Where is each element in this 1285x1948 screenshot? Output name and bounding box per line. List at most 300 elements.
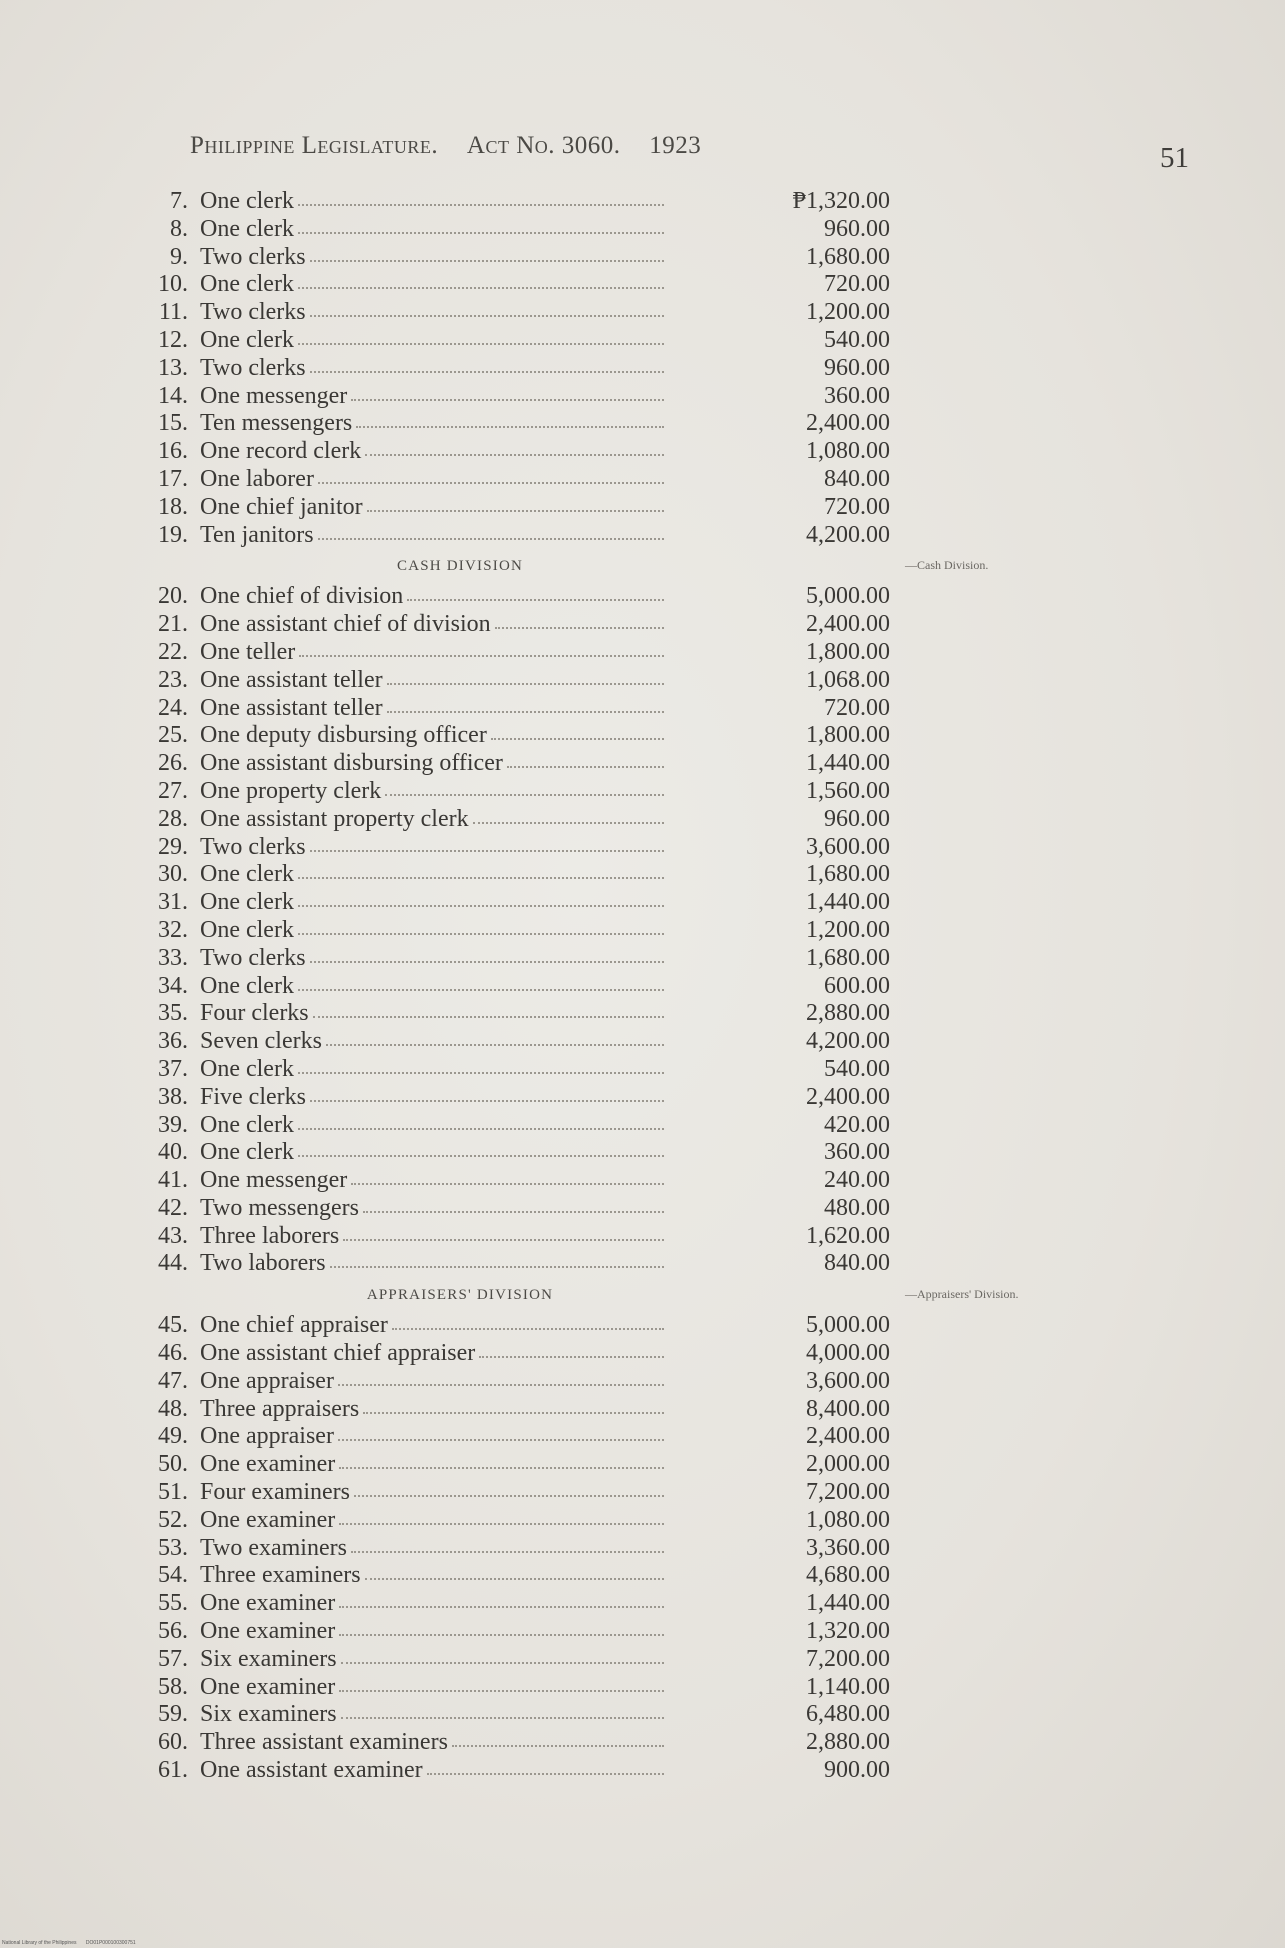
- item-description-line: [200, 611, 670, 639]
- dot-leader: [473, 804, 664, 824]
- item-amount: 420.00: [824, 1111, 890, 1138]
- dot-leader: [339, 1449, 664, 1469]
- item-number: 50.: [158, 1451, 188, 1478]
- item-description: Two clerks: [200, 944, 306, 971]
- item-description: One laborer: [200, 465, 314, 492]
- item-amount: 4,680.00: [806, 1562, 890, 1589]
- item-number: 34.: [158, 972, 188, 999]
- dot-leader: [298, 971, 664, 991]
- dot-leader: [339, 1505, 664, 1525]
- item-description: One messenger: [200, 1167, 348, 1194]
- list-item: [140, 1507, 900, 1535]
- item-description: One clerk: [200, 1055, 294, 1082]
- item-amount: 7,200.00: [806, 1479, 890, 1506]
- item-description: One assistant examiner: [200, 1757, 423, 1784]
- list-item: [140, 1139, 900, 1167]
- item-amount: 3,600.00: [806, 833, 890, 860]
- list-item: [140, 327, 900, 355]
- item-description: One assistant chief appraiser: [200, 1340, 476, 1367]
- footer-code: DO01P000100300751: [85, 1940, 136, 1946]
- item-description-line: [200, 271, 670, 299]
- dot-leader: [354, 1477, 664, 1497]
- dot-leader: [343, 1221, 664, 1241]
- list-item: [140, 889, 900, 917]
- item-description-line: [200, 695, 670, 723]
- item-number: 42.: [158, 1194, 188, 1221]
- item-description: One assistant disbursing officer: [200, 750, 503, 777]
- item-amount: 1,620.00: [806, 1222, 890, 1249]
- item-description: One examiner: [200, 1618, 336, 1645]
- item-description: One messenger: [200, 382, 348, 409]
- item-description-line: [200, 1451, 670, 1479]
- item-amount: 4,000.00: [806, 1340, 890, 1367]
- list-item: [140, 1368, 900, 1396]
- dot-leader: [310, 832, 664, 852]
- dot-leader: [338, 1421, 664, 1441]
- item-description-line: [200, 1590, 670, 1618]
- item-amount: 360.00: [824, 1139, 890, 1166]
- item-amount: 1,140.00: [806, 1673, 890, 1700]
- item-description-line: [200, 750, 670, 778]
- list-item: [140, 583, 900, 611]
- dot-leader: [491, 720, 664, 740]
- item-description-line: [200, 1195, 670, 1223]
- item-number: 49.: [158, 1423, 188, 1450]
- item-description-line: [200, 834, 670, 862]
- page-number: 51: [1160, 142, 1189, 174]
- item-description-line: [200, 1056, 670, 1084]
- item-amount: 1,440.00: [806, 889, 890, 916]
- dot-leader: [387, 665, 664, 685]
- item-amount: 2,400.00: [806, 611, 890, 638]
- item-amount: 540.00: [824, 1055, 890, 1082]
- item-number: 60.: [158, 1729, 188, 1756]
- item-description-line: [200, 1674, 670, 1702]
- item-number: 52.: [158, 1506, 188, 1533]
- item-description: One appraiser: [200, 1367, 334, 1394]
- dot-leader: [298, 214, 664, 234]
- item-number: 61.: [158, 1757, 188, 1784]
- item-number: 19.: [158, 521, 188, 548]
- list-item: [140, 861, 900, 889]
- item-description: One clerk: [200, 271, 294, 298]
- item-description: Two laborers: [200, 1250, 326, 1277]
- item-description: One clerk: [200, 861, 294, 888]
- item-number: 20.: [158, 583, 188, 610]
- item-description: Two examiners: [200, 1534, 347, 1561]
- item-description-line: [200, 1729, 670, 1757]
- item-description-line: [200, 383, 670, 411]
- item-description-line: [200, 188, 670, 216]
- item-number: 58.: [158, 1673, 188, 1700]
- item-amount: 5,000.00: [806, 1312, 890, 1339]
- item-amount: 1,680.00: [806, 861, 890, 888]
- item-number: 24.: [158, 694, 188, 721]
- item-description-line: [200, 1028, 670, 1056]
- item-number: 36.: [158, 1028, 188, 1055]
- item-amount: 600.00: [824, 972, 890, 999]
- item-description: Two clerks: [200, 833, 306, 860]
- dot-leader: [338, 1366, 664, 1386]
- item-description: Two clerks: [200, 299, 306, 326]
- dot-leader: [298, 1110, 664, 1130]
- item-description-line: [200, 410, 670, 438]
- dot-leader: [452, 1727, 664, 1747]
- item-amount: 2,400.00: [806, 1083, 890, 1110]
- item-amount: 840.00: [824, 1250, 890, 1277]
- item-description-line: [200, 583, 670, 611]
- list-item: [140, 438, 900, 466]
- item-description: One examiner: [200, 1506, 336, 1533]
- item-description: Ten janitors: [200, 521, 314, 548]
- dot-leader: [385, 776, 664, 796]
- list-item: [140, 1701, 900, 1729]
- item-description-line: [200, 216, 670, 244]
- item-description-line: [200, 1646, 670, 1674]
- item-description: One property clerk: [200, 777, 382, 804]
- item-description-line: [200, 522, 670, 550]
- dot-leader: [310, 1082, 664, 1102]
- dot-leader: [318, 464, 664, 484]
- item-number: 25.: [158, 722, 188, 749]
- item-description-line: [200, 1000, 670, 1028]
- item-number: 37.: [158, 1055, 188, 1082]
- dot-leader: [351, 1165, 664, 1185]
- item-number: 15.: [158, 410, 188, 437]
- item-description: One assistant property clerk: [200, 805, 469, 832]
- item-number: 31.: [158, 889, 188, 916]
- item-number: 29.: [158, 833, 188, 860]
- list-item: [140, 750, 900, 778]
- list-item: [140, 1618, 900, 1646]
- item-description: Two clerks: [200, 354, 306, 381]
- running-head: [190, 132, 701, 160]
- item-number: 32.: [158, 916, 188, 943]
- list-item: [140, 1757, 900, 1785]
- item-description-line: [200, 1479, 670, 1507]
- item-description-line: [200, 722, 670, 750]
- item-description-line: [200, 1368, 670, 1396]
- item-description: Three assistant examiners: [200, 1729, 448, 1756]
- item-amount: 1,080.00: [806, 1506, 890, 1533]
- item-description: Three laborers: [200, 1222, 340, 1249]
- item-description: Six examiners: [200, 1701, 337, 1728]
- item-amount: 960.00: [824, 805, 890, 832]
- item-number: 53.: [158, 1534, 188, 1561]
- dot-leader: [363, 1193, 664, 1213]
- item-description-line: [200, 494, 670, 522]
- item-description-line: [200, 667, 670, 695]
- dot-leader: [299, 637, 664, 657]
- item-number: 55.: [158, 1590, 188, 1617]
- dot-leader: [298, 1137, 664, 1157]
- item-description-line: [200, 1562, 670, 1590]
- item-number: 18.: [158, 493, 188, 520]
- dot-leader: [339, 1672, 664, 1692]
- dot-leader: [298, 915, 664, 935]
- item-number: 16.: [158, 438, 188, 465]
- dot-leader: [310, 943, 664, 963]
- dot-leader: [330, 1248, 664, 1268]
- item-number: 38.: [158, 1083, 188, 1110]
- margin-note: —Appraisers' Division.: [905, 1287, 1019, 1301]
- item-amount: 1,080.00: [806, 438, 890, 465]
- item-amount: 5,000.00: [806, 583, 890, 610]
- item-number: 27.: [158, 777, 188, 804]
- list-item: [140, 1674, 900, 1702]
- item-description: Four examiners: [200, 1479, 350, 1506]
- item-number: 33.: [158, 944, 188, 971]
- dot-leader: [507, 748, 664, 768]
- item-description-line: [200, 1701, 670, 1729]
- item-number: 9.: [170, 243, 188, 270]
- item-description-line: [200, 1618, 670, 1646]
- item-number: 43.: [158, 1222, 188, 1249]
- list-item: [140, 244, 900, 272]
- appropriations-list: [140, 188, 900, 1785]
- item-description-line: [200, 889, 670, 917]
- list-item: [140, 1167, 900, 1195]
- item-amount: 2,400.00: [806, 410, 890, 437]
- dot-leader: [351, 1533, 664, 1553]
- item-number: 39.: [158, 1111, 188, 1138]
- item-description: Three examiners: [200, 1562, 361, 1589]
- dot-leader: [479, 1338, 664, 1358]
- list-item: [140, 834, 900, 862]
- item-amount: 3,360.00: [806, 1534, 890, 1561]
- dot-leader: [298, 859, 664, 879]
- item-number: 23.: [158, 666, 188, 693]
- dot-leader: [298, 1054, 664, 1074]
- dot-leader: [339, 1588, 664, 1608]
- item-description: One clerk: [200, 326, 294, 353]
- list-item: [140, 494, 900, 522]
- item-amount: 1,800.00: [806, 722, 890, 749]
- item-description: One clerk: [200, 916, 294, 943]
- item-amount: 1,440.00: [806, 750, 890, 777]
- item-description-line: [200, 1167, 670, 1195]
- list-item: [140, 639, 900, 667]
- dot-leader: [495, 609, 664, 629]
- item-amount: ₱1,320.00: [792, 188, 890, 214]
- item-description-line: [200, 1084, 670, 1112]
- item-number: 10.: [158, 271, 188, 298]
- item-description-line: [200, 1507, 670, 1535]
- list-item: [140, 1028, 900, 1056]
- item-description-line: [200, 466, 670, 494]
- item-description: One chief of division: [200, 583, 404, 610]
- item-description-line: [200, 438, 670, 466]
- dot-leader: [341, 1699, 664, 1719]
- item-number: 35.: [158, 1000, 188, 1027]
- item-amount: 7,200.00: [806, 1645, 890, 1672]
- list-item: [140, 1396, 900, 1424]
- item-description-line: [200, 327, 670, 355]
- item-amount: 960.00: [824, 354, 890, 381]
- list-item: [140, 1084, 900, 1112]
- item-description: Two clerks: [200, 243, 306, 270]
- item-number: 30.: [158, 861, 188, 888]
- list-item: [140, 611, 900, 639]
- item-amount: 3,600.00: [806, 1367, 890, 1394]
- item-description: One examiner: [200, 1451, 336, 1478]
- item-number: 17.: [158, 465, 188, 492]
- item-description: One clerk: [200, 972, 294, 999]
- dot-leader: [310, 353, 664, 373]
- item-amount: 360.00: [824, 382, 890, 409]
- list-item: [140, 1451, 900, 1479]
- list-item: [140, 945, 900, 973]
- item-number: 21.: [158, 611, 188, 638]
- item-description: One record clerk: [200, 438, 362, 465]
- item-description-line: [200, 1423, 670, 1451]
- list-item: [140, 355, 900, 383]
- item-amount: 2,880.00: [806, 1000, 890, 1027]
- item-description-line: [200, 1250, 670, 1278]
- dot-leader: [356, 408, 664, 428]
- item-description: One assistant chief of division: [200, 611, 491, 638]
- dot-leader: [365, 436, 664, 456]
- item-description: One clerk: [200, 1111, 294, 1138]
- dot-leader: [310, 297, 664, 317]
- item-description: One teller: [200, 638, 296, 665]
- list-item: [140, 1000, 900, 1028]
- item-number: 22.: [158, 638, 188, 665]
- running-head-act: Act No. 3060.: [466, 132, 621, 159]
- item-description: One clerk: [200, 215, 294, 242]
- item-amount: 6,480.00: [806, 1701, 890, 1728]
- scan-footer: [2, 1940, 136, 1946]
- list-item: [140, 973, 900, 1001]
- item-number: 47.: [158, 1367, 188, 1394]
- dot-leader: [339, 1616, 664, 1636]
- item-amount: 1,560.00: [806, 777, 890, 804]
- item-amount: 1,680.00: [806, 944, 890, 971]
- item-description-line: [200, 1139, 670, 1167]
- item-amount: 480.00: [824, 1194, 890, 1221]
- item-description-line: [200, 244, 670, 272]
- list-item: [140, 806, 900, 834]
- list-item: [140, 778, 900, 806]
- item-description-line: [200, 1112, 670, 1140]
- item-description: Ten messengers: [200, 410, 353, 437]
- item-number: 51.: [158, 1479, 188, 1506]
- running-head-publisher: Philippine Legislature.: [190, 132, 439, 159]
- item-description: Four clerks: [200, 1000, 309, 1027]
- item-number: 7.: [170, 188, 188, 214]
- list-item: [140, 1250, 900, 1278]
- item-amount: 8,400.00: [806, 1395, 890, 1422]
- item-amount: 2,400.00: [806, 1423, 890, 1450]
- item-number: 14.: [158, 382, 188, 409]
- item-description: One deputy disbursing officer: [200, 722, 487, 749]
- dot-leader: [427, 1755, 664, 1775]
- dot-leader: [387, 693, 664, 713]
- list-item: [140, 1195, 900, 1223]
- item-number: 59.: [158, 1701, 188, 1728]
- list-item: [140, 1590, 900, 1618]
- item-amount: 1,068.00: [806, 666, 890, 693]
- item-number: 28.: [158, 805, 188, 832]
- item-amount: 720.00: [824, 694, 890, 721]
- dot-leader: [341, 1644, 664, 1664]
- dot-leader: [363, 1394, 664, 1414]
- item-amount: 2,000.00: [806, 1451, 890, 1478]
- item-number: 41.: [158, 1167, 188, 1194]
- dot-leader: [367, 492, 664, 512]
- item-description: One clerk: [200, 188, 294, 214]
- item-description-line: [200, 355, 670, 383]
- item-description: Two messengers: [200, 1194, 359, 1221]
- item-description: Five clerks: [200, 1083, 306, 1110]
- dot-leader: [318, 520, 664, 540]
- item-amount: 900.00: [824, 1757, 890, 1784]
- item-description-line: [200, 299, 670, 327]
- item-number: 48.: [158, 1395, 188, 1422]
- item-number: 56.: [158, 1618, 188, 1645]
- list-item: [140, 188, 900, 216]
- item-amount: 4,200.00: [806, 1028, 890, 1055]
- item-description: One clerk: [200, 889, 294, 916]
- item-description: One chief appraiser: [200, 1312, 388, 1339]
- item-number: 57.: [158, 1645, 188, 1672]
- item-description-line: [200, 1340, 670, 1368]
- item-description: One assistant teller: [200, 694, 383, 721]
- list-item: [140, 1056, 900, 1084]
- item-description-line: [200, 861, 670, 889]
- list-item: [140, 271, 900, 299]
- list-item: [140, 1223, 900, 1251]
- list-item: [140, 1479, 900, 1507]
- dot-leader: [298, 887, 664, 907]
- item-amount: 1,680.00: [806, 243, 890, 270]
- item-description-line: [200, 1312, 670, 1340]
- dot-leader: [298, 269, 664, 289]
- item-number: 40.: [158, 1139, 188, 1166]
- item-description: Seven clerks: [200, 1028, 322, 1055]
- list-item: [140, 1112, 900, 1140]
- dot-leader: [407, 581, 664, 601]
- item-description-line: [200, 917, 670, 945]
- item-amount: 1,200.00: [806, 299, 890, 326]
- section-heading: APPRAISERS' DIVISION: [366, 1287, 554, 1304]
- item-amount: 1,320.00: [806, 1618, 890, 1645]
- item-number: 8.: [170, 215, 188, 242]
- list-item: [140, 667, 900, 695]
- list-item: [140, 1312, 900, 1340]
- item-description-line: [200, 1223, 670, 1251]
- dot-leader: [310, 242, 664, 262]
- item-amount: 1,440.00: [806, 1590, 890, 1617]
- item-amount: 720.00: [824, 493, 890, 520]
- item-amount: 2,880.00: [806, 1729, 890, 1756]
- list-item: [140, 1562, 900, 1590]
- item-description-line: [200, 1396, 670, 1424]
- item-description-line: [200, 973, 670, 1001]
- list-item: [140, 466, 900, 494]
- item-number: 13.: [158, 354, 188, 381]
- item-description: One chief janitor: [200, 493, 363, 520]
- item-description: One examiner: [200, 1590, 336, 1617]
- item-description: Six examiners: [200, 1645, 337, 1672]
- item-number: 54.: [158, 1562, 188, 1589]
- item-amount: 960.00: [824, 215, 890, 242]
- list-item: [140, 1729, 900, 1757]
- footer-library: National Library of the Philippines: [2, 1940, 77, 1946]
- list-item: [140, 1646, 900, 1674]
- item-description-line: [200, 639, 670, 667]
- item-amount: 4,200.00: [806, 521, 890, 548]
